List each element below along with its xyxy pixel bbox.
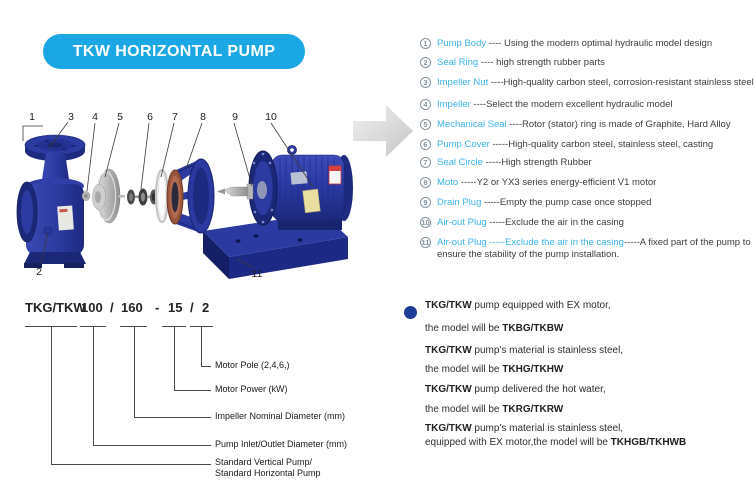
part-name: Pump Cover (437, 139, 490, 150)
list-item (420, 38, 754, 50)
model-code-inlet: 100 (81, 300, 103, 315)
note-line: TKG/TKW pump's material is stainless steel, (425, 345, 624, 356)
part-description: -----A fixed part of the pump to ensure the stability of the pump installation. (437, 237, 751, 260)
list-item (420, 119, 754, 131)
connector-line (174, 390, 211, 391)
model-code-impeller: 160 (121, 300, 143, 315)
code-label-impeller: Impeller Nominal Diameter (mm) (215, 411, 346, 421)
list-item (420, 139, 754, 151)
part-description: -----High strength Rubber (482, 157, 592, 168)
circled-number: 9 (420, 197, 431, 208)
motor-shaft (217, 181, 267, 199)
part-name: Mechanical Seal (437, 119, 507, 130)
part-name: Seal Circle (437, 157, 483, 168)
list-item (420, 177, 754, 189)
note-line: the model will be TKBG/TKBW (425, 323, 564, 334)
circled-number: 5 (420, 119, 431, 130)
connector-line (51, 326, 52, 464)
part-number: 2 (36, 266, 42, 278)
list-item (420, 77, 754, 89)
circled-number: 1 (420, 38, 431, 49)
part-number: 7 (172, 111, 178, 123)
code-label-inlet: Pump Inlet/Outlet Diameter (mm) (215, 439, 348, 449)
part-name: Impeller Nut (437, 77, 489, 88)
connector-line (134, 326, 135, 417)
part-description: ----High-quality carbon steel, corrosion-resistant stainless steel (488, 77, 754, 88)
part-number: 5 (117, 111, 123, 123)
part-description: -----High-quality carbon steel, stainless steel, casting (489, 139, 714, 150)
circled-number: 11 (421, 237, 430, 247)
mechanical-seal-parts (127, 189, 158, 206)
seal-circle-o-ring (156, 170, 168, 222)
part-description: ---- high strength rubber parts (478, 57, 605, 68)
code-label-pole: Motor Pole (2,4,6,) (215, 360, 290, 370)
part-number: 4 (92, 111, 98, 123)
connector-line (201, 326, 202, 366)
motor (217, 146, 353, 231)
list-item (420, 57, 754, 69)
model-code-power: 15 (168, 300, 183, 315)
impeller-nut (82, 192, 90, 201)
circled-number: 7 (420, 157, 431, 168)
connector-line (93, 445, 211, 446)
part-name: Air-out Plug (437, 237, 487, 248)
impeller (93, 169, 126, 223)
part-description: ----Rotor (stator) ring is made of Graphite, Hard Alloy (506, 119, 731, 130)
part-description: ---- Using the modern optimal hydraulic model design (486, 38, 713, 49)
bullet-dot-icon (404, 306, 417, 319)
part-number: 6 (147, 111, 153, 123)
code-label-series-2: Standard Horizontal Pump (215, 468, 321, 478)
flow-arrow-icon (353, 105, 413, 157)
note-line: the model will be TKHG/TKHW (425, 364, 564, 375)
note-line: TKG/TKW pump equipped with EX motor, (425, 300, 611, 311)
code-label-power: Motor Power (kW) (215, 384, 288, 394)
part-number: 8 (200, 111, 206, 123)
list-item (420, 197, 754, 209)
note-line: TKG/TKW pump delivered the hot water, (425, 384, 606, 395)
part-description: -----Exclude the air in the casing (486, 217, 624, 228)
part-name: Impeller (437, 99, 471, 110)
connector-line (174, 326, 175, 390)
list-item (420, 237, 754, 261)
part-number: 10 (265, 111, 277, 123)
pump-cover (167, 159, 214, 233)
part-number: 11 (251, 268, 263, 280)
connector-line (134, 417, 211, 418)
pump-exploded-diagram (0, 95, 420, 287)
part-name: Seal Ring (437, 57, 479, 68)
list-item (420, 157, 754, 169)
part-name-extra: -----Exclude the air in the casing (486, 237, 624, 248)
part-description: -----Y2 or YX3 series energy-efficient V1 motor (458, 177, 657, 188)
page-title: TKW HORIZONTAL PUMP (72, 42, 276, 60)
model-code-slash: / (190, 300, 194, 315)
note-line: the model will be TKRG/TKRW (425, 404, 564, 415)
part-description: ----Select the modern excellent hydraulic model (470, 99, 673, 110)
model-code-prefix: TKG/TKW (25, 300, 86, 315)
part-name: Drain Plug (437, 197, 482, 208)
part-name: Air-out Plug (437, 217, 487, 228)
note-line: equipped with EX motor,the model will be TKHGB/TKHWB (425, 437, 687, 448)
model-code-pole: 2 (202, 300, 210, 315)
pump-body (17, 135, 86, 268)
code-label-series-1: Standard Vertical Pump/ (215, 457, 313, 467)
part-name: Moto (437, 177, 459, 188)
circled-number: 4 (420, 99, 431, 110)
part-number: 1 (29, 111, 35, 123)
circled-number: 10 (421, 217, 430, 227)
circled-number: 6 (420, 139, 431, 150)
connector-line (201, 366, 211, 367)
title-banner (43, 34, 305, 69)
circled-number: 8 (420, 177, 431, 188)
model-code-slash: / (110, 300, 114, 315)
part-number: 3 (68, 111, 74, 123)
connector-line (93, 326, 94, 445)
circled-number: 2 (420, 57, 431, 68)
connector-line (51, 464, 211, 465)
list-item (420, 99, 754, 111)
list-item (420, 217, 754, 229)
part-name: Pump Body (437, 38, 487, 49)
circled-number: 3 (420, 77, 431, 88)
part-description: -----Empty the pump case once stopped (481, 197, 652, 208)
model-code-dash: - (155, 300, 160, 315)
part-number: 9 (232, 111, 238, 123)
note-line: TKG/TKW pump's material is stainless steel, (425, 423, 624, 434)
